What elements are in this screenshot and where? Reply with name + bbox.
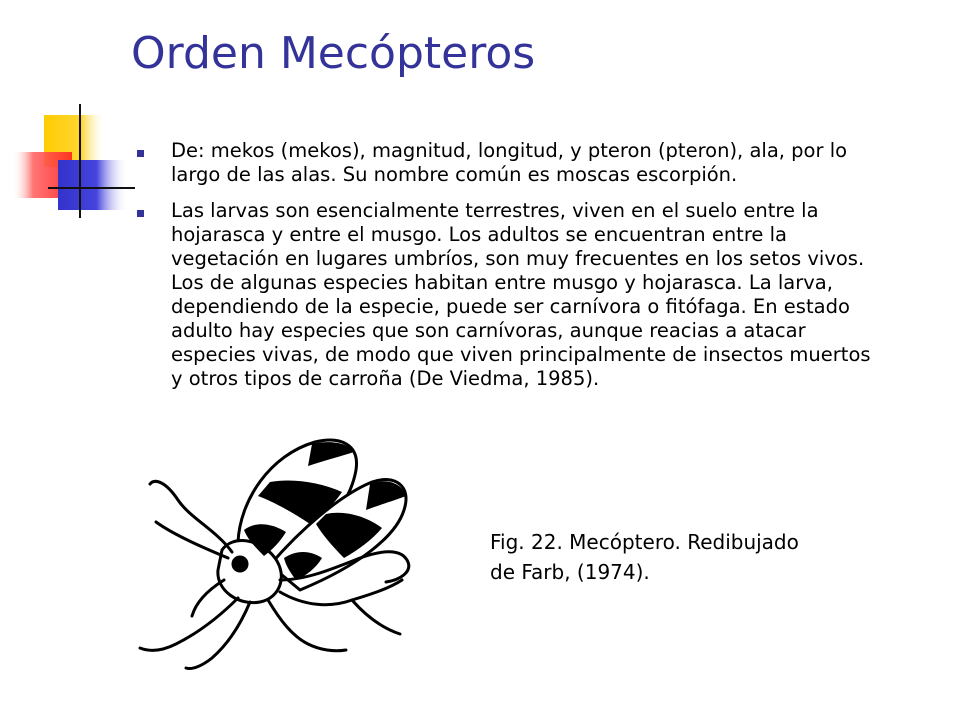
bullet-text-line: vegetación en lugares umbríos, son muy frecuentes en los setos vivos.: [171, 247, 865, 270]
caption-line: Fig. 22. Mecóptero. Redibujado: [490, 530, 799, 554]
bullet-text-line: hojarasca y entre el musgo. Los adultos se encuentran entre la: [171, 223, 787, 246]
bullet-text-line: adulto hay especies que son carnívoras, aunque reacias a atacar: [171, 319, 806, 342]
bullet-text-line: De: mekos (mekos), magnitud, longitud, y pteron (pteron), ala, por lo: [171, 139, 848, 162]
bullet-text-line: Las larvas son esencialmente terrestres, viven en el suelo entre la: [171, 199, 819, 222]
bullet-item-etymology: [135, 139, 935, 187]
scorpionfly-drawing: [120, 430, 420, 680]
bullet-text-line: Los de algunas especies habitan entre musgo y hojarasca. La larva,: [171, 271, 833, 294]
bullet-item-biology: [135, 199, 935, 391]
bullet-text-line: y otros tipos de carroña (De Viedma, 1985).: [171, 367, 600, 390]
caption-line: de Farb, (1974).: [490, 560, 650, 584]
bullet-text-line: largo de las alas. Su nombre común es moscas escorpión.: [171, 163, 738, 186]
figure-caption: [490, 527, 850, 587]
square-bullet-icon: [137, 210, 144, 217]
bullet-text-line: especies vivas, de modo que viven principalmente de insectos muertos: [171, 343, 871, 366]
bullet-text-line: dependiendo de la especie, puede ser carnívora o fitófaga. En estado: [171, 295, 850, 318]
corner-decoration-icon: [0, 100, 140, 220]
bullet-list: [135, 139, 935, 403]
square-bullet-icon: [137, 150, 144, 157]
slide-title: Orden Mecópteros: [131, 28, 536, 79]
